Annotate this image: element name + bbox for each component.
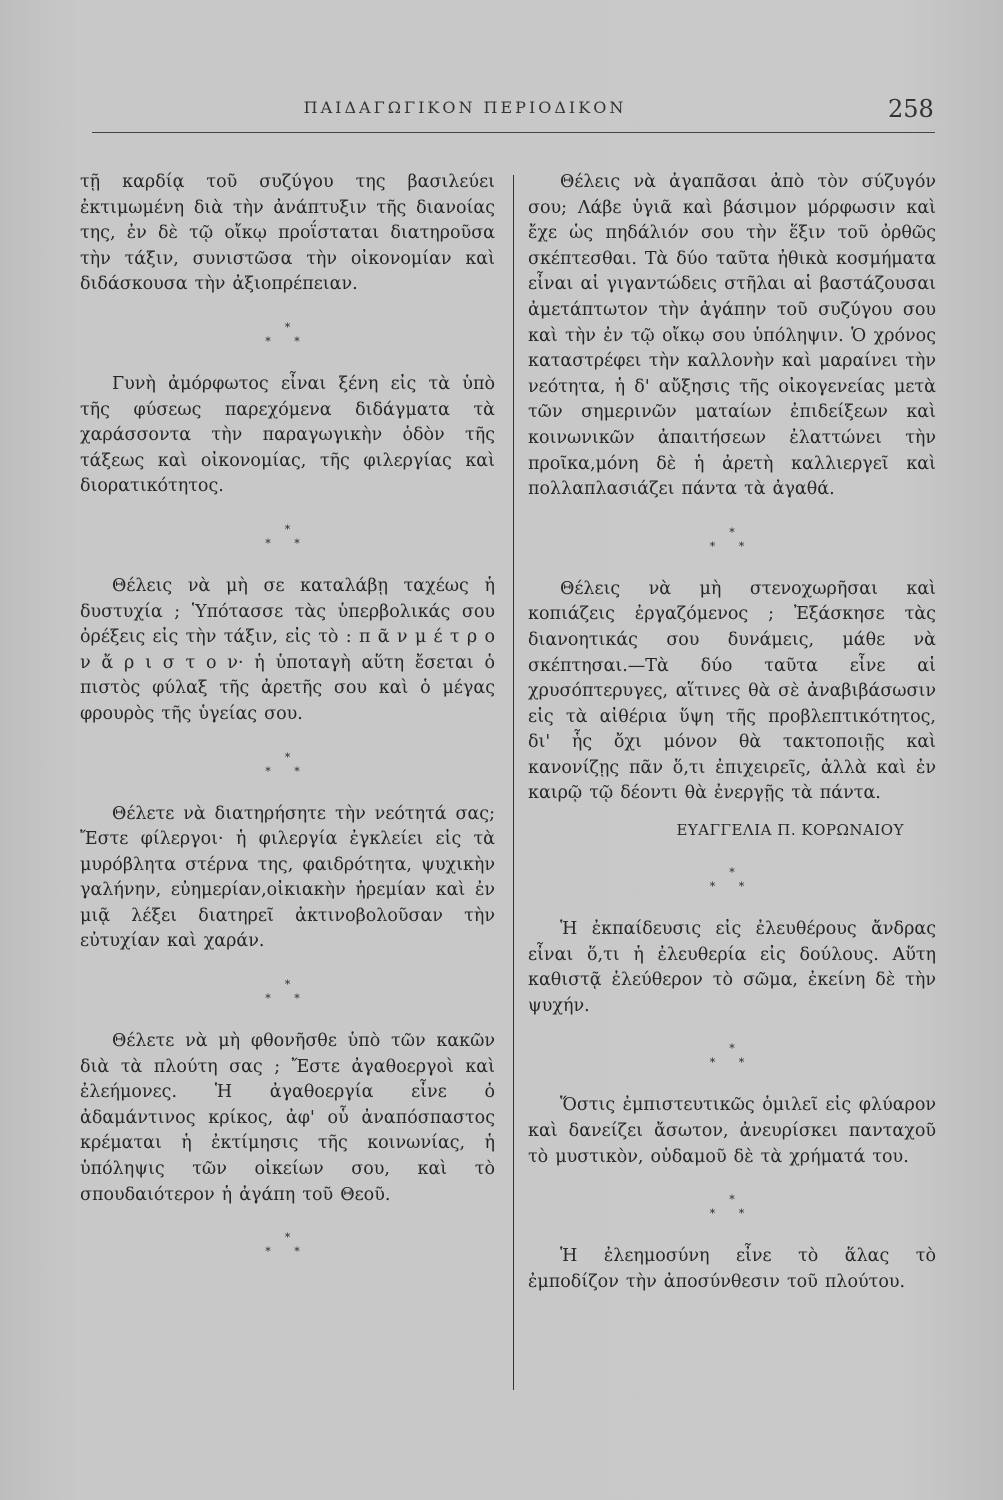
asterism-top: * [284, 320, 291, 334]
paragraph: Θέλετε νὰ διατηρήσητε τὴν νεότητά σας; Ἔστε φίλεργοι· ἡ φιλεργία ἐγκλείει εἰς τὰ μυρόβλητα στέρνα της, φαιδρότητα, ψυχικὴν γαλήνην, εὐημερίαν,οἰκιακὴν ἠρεμίαν καὶ ἐν μιᾷ λέξει διατηρεῖ ἀκτινοβολοῦσαν τὴν εὐτυχίαν καὶ χαράν. [80, 803, 495, 952]
paragraph: Θέλετε νὰ μὴ φθονῆσθε ὑπὸ τῶν κακῶν διὰ τὰ πλούτη σας ; Ἔστε ἀγαθοεργοὶ καὶ ἐλεήμονες. Ἡ ἀγαθοεργία εἶνε ὁ ἀδαμάντινος κρίκος, ἀφ' οὗ ἀναπόσπαστος κρέμαται ἡ ἐκτίμησις τῆς κοινωνίας, ἡ ὑπόληψις τῶν οἰκείων σου, καὶ τὸ σπουδαιότερον ἡ ἀγάπη τοῦ Θεοῦ. [80, 1031, 495, 1205]
paragraph: Γυνὴ ἀμόρφωτος εἶναι ξένη εἰς τὰ ὑπὸ τῆς φύσεως παρεχόμενα διδάγματα τὰ χαράσσοντα τὴν παραγωγικὴν ὁδὸν τῆς τάξεως καὶ οἰκονομίας, τῆς φιλεργίας καὶ διορατικότητος. [80, 373, 495, 497]
asterism-bottom: * * [265, 536, 310, 550]
asterism-top: * [729, 1193, 735, 1207]
asterism-ornament [528, 1019, 936, 1093]
asterism-ornament [80, 298, 495, 372]
asterism-bottom: * * [709, 1207, 755, 1221]
asterism-top: * [284, 750, 291, 764]
asterism-top: * [284, 978, 291, 992]
asterism-top: * [729, 1042, 735, 1056]
asterism-bottom: * * [265, 764, 310, 778]
paragraph: Ἡ ἐλεημοσύνη εἶνε τὸ ἅλας τὸ ἐμποδίζον τὴν ἀποσύνθεσιν τοῦ πλούτου. [528, 1246, 936, 1292]
asterism-bottom: * * [709, 539, 755, 553]
asterism-ornament [528, 843, 936, 917]
paragraph: Θέλεις νὰ ἀγαπᾶσαι ἀπὸ τὸν σύζυγόν σου; Λάβε ὑγιᾶ καὶ βάσιμον μόρφωσιν καὶ ἔχε ὡς πηδάλιόν σου τὴν ἕξιν τοῦ ὀρθῶς σκέπτεσθαι. Τὰ δύο ταῦτα ἠθικὰ κοσμήματα εἶναι αἱ γιγαντώδεις στῆλαι αἱ βαστάζουσαι ἀμετάπτωτον τὴν ἀγάπην τοῦ συζύγου σου καὶ τὴν ἐν τῷ οἴκῳ σου ὑπόληψιν. Ὁ χρόνος καταστρέφει τὴν καλλονὴν καὶ μαραίνει τὴν νεότητα, ἡ δ' αὔξησις τῆς οἰκογενείας μετὰ τῶν σημερινῶν ματαίων ἐπιδείξεων καὶ κοινωνικῶν ἀπαιτήσεων ἐλαττώνει τὴν προῖκα,μόνη δὲ ἡ ἀρετὴ καλλιεργεῖ καὶ πολλαπλασιάζει πάντα τὰ ἀγαθά. [528, 172, 936, 500]
asterism-bottom: * * [265, 334, 310, 348]
column-divider [513, 175, 514, 1390]
paragraph: Θέλεις νὰ μὴ σε καταλάβῃ ταχέως ἡ δυστυχία ; Ὑπότασσε τὰς ὑπερβολικάς σου ὀρέξεις εἰς τὴν τάξιν, εἰς τὸ : π ᾶ ν μ έ τ ρ ο ν ἄ ρ ι σ τ ο ν· ἡ ὑποταγὴ αὕτη ἔσεται ὁ πιστὸς φύλαξ τῆς ἀρετῆς σου καὶ ὁ μέγας φρουρὸς τῆς ὑγείας σου. [80, 575, 495, 724]
asterism-bottom: * * [265, 1245, 310, 1259]
asterism-ornament [80, 728, 495, 802]
asterism-bottom: * * [709, 880, 755, 894]
paragraph: Ὅστις ἐμπιστευτικῶς ὁμιλεῖ εἰς φλύαρον καὶ δανείζει ἄσωτον, ἀνευρίσκει πανταχοῦ τὸ μυστικὸν, οὐδαμοῦ δὲ τὰ χρήματά του. [528, 1095, 936, 1167]
spacer [528, 807, 936, 817]
paragraph: Θέλεις νὰ μὴ στενοχωρῆσαι καὶ κοπιάζεις ἐργαζόμενος ; Ἐξάσκησε τὰς διανοητικάς σου δυνάμεις, μάθε νὰ σκέπτησαι.—Τὰ δύο ταῦτα εἶνε αἱ χρυσόπτερυγες, αἵτινες θὰ σὲ ἀναβιβάσωσιν εἰς τὰ αἰθέρια ὕψη τῆς προβλεπτικότητος, δι' ἧς ὄχι μόνον θὰ τακτοποιῇς καὶ κανονίζῃς πᾶν ὅ,τι ἐπιχειρεῖς, ἀλλὰ καὶ ἐν καιρῷ τῷ δέοντι θὰ ἐνεργῇς τὰ πάντα. [528, 578, 936, 804]
asterism-top: * [284, 1231, 291, 1245]
right-column [528, 170, 936, 1295]
asterism-bottom: * * [709, 1056, 755, 1070]
author-signature: ΕΥΑΓΓΕΛΙΑ Π. ΚΟΡΩΝΑΙΟΥ [676, 821, 904, 840]
asterism-bottom: * * [265, 992, 310, 1006]
page-number: 258 [888, 95, 934, 123]
header-rule [92, 132, 935, 133]
asterism-top: * [729, 866, 735, 880]
running-head-title: ΠΑΙΔΑΓΩΓΙΚΟΝ ΠΕΡΙΟΔΙΚΟΝ [303, 98, 627, 117]
paragraph: Ἡ ἐκπαίδευσις εἰς ἐλευθέρους ἄνδρας εἶναι ὅ,τι ἡ ἐλευθερία εἰς δούλους. Αὕτη καθιστᾷ ἐλεύθερον τὸ σῶμα, ἐκείνη δὲ τὴν ψυχήν. [528, 919, 936, 1016]
paragraph: τῇ καρδίᾳ τοῦ συζύγου της βασιλεύει ἐκτιμωμένη διὰ τὴν ἀνάπτυξιν τῆς διανοίας της, ἐν δὲ τῷ οἴκῳ προΐσταται διατηροῦσα τὴν τάξιν, συνιστῶσα τὴν οἰκονομίαν καὶ διδάσκουσα τὴν ἀξιοπρέπειαν. [80, 172, 495, 295]
asterism-ornament [528, 503, 936, 577]
left-column [80, 170, 495, 1282]
asterism-ornament [80, 1208, 495, 1282]
asterism-top: * [284, 522, 291, 536]
asterism-top: * [729, 525, 735, 539]
asterism-ornament [80, 500, 495, 574]
asterism-ornament [80, 955, 495, 1029]
asterism-ornament [528, 1170, 936, 1244]
